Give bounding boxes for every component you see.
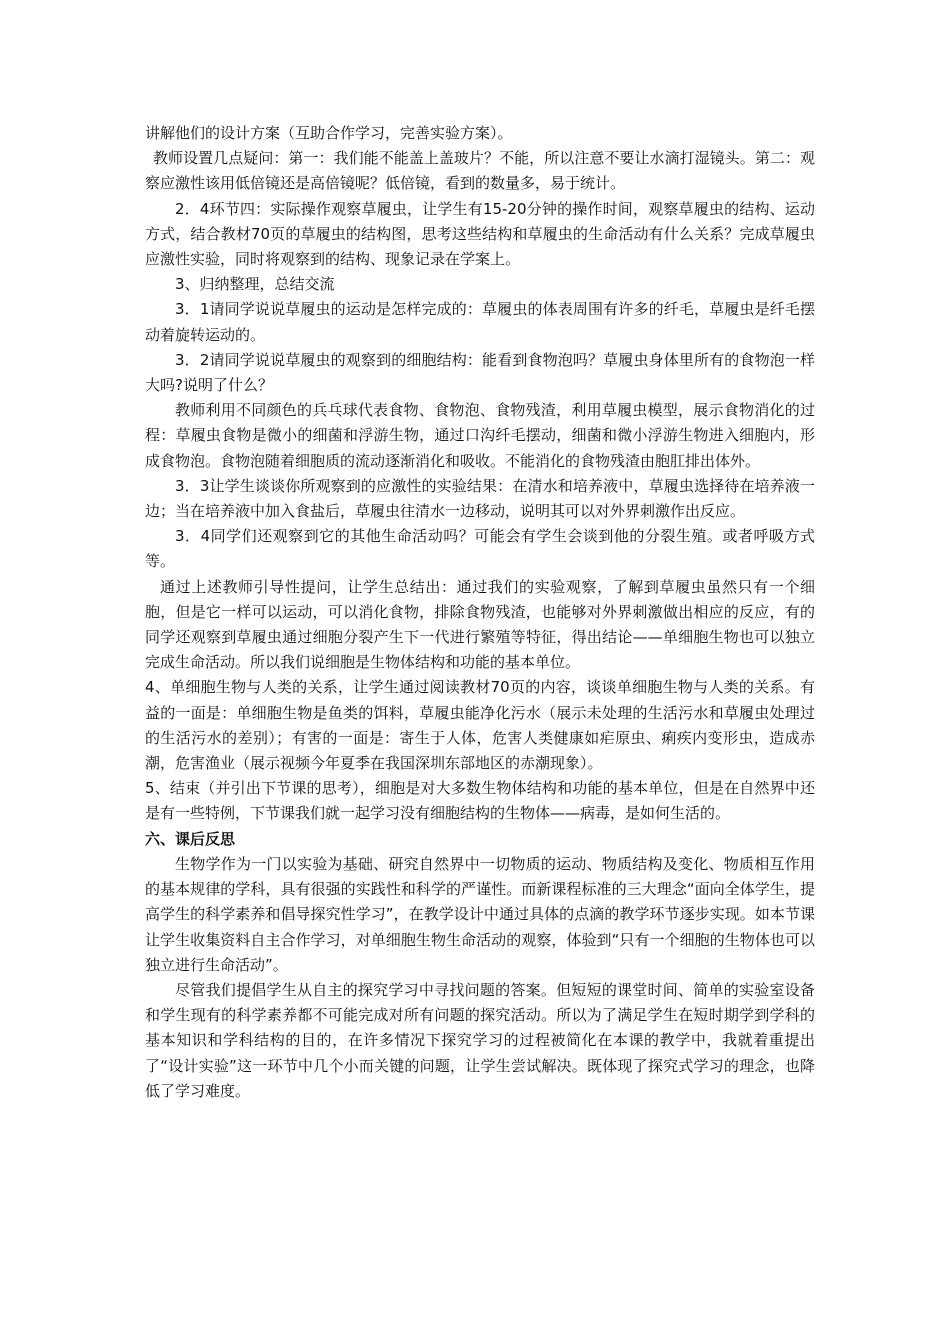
paragraph-summary: 通过上述教师引导性提问，让学生总结出：通过我们的实验观察，了解到草履虫虽然只有一个细胞，但是它一样可以运动，可以消化食物，排除食物残渣，也能够对外界刺激做出相应的反应，有的同学还观察到草履虫通过细胞分裂产生下一代进行繁殖等特征，得出结论——单细胞生物也可以独立完成生命活动。所以我们说细胞是生物体结构和功能的基本单位。 <box>145 577 815 672</box>
paragraph-section-4: 4、单细胞生物与人类的关系，让学生通过阅读教材70页的内容，谈谈单细胞生物与人类的关系。有益的一面是：单细胞生物是鱼类的饵料，草履虫能净化污水（展示未处理的生活污水和草履虫处理过的生活污水的差别）；有害的一面是：寄生于人体，危害人类健康如疟原虫、痢疾内变形虫，造成赤潮，危害渔业（展示视频今年夏季在我国深圳东部地区的赤潮现象）。 <box>145 678 815 773</box>
document-page <box>145 121 815 1104</box>
paragraph-section-3: 3、归纳整理，总结交流 <box>175 275 335 294</box>
paragraph-step-3-1: 3．1请同学说说草履虫的运动是怎样完成的：草履虫的体表周围有许多的纤毛，草履虫是纤毛摆动着旋转运动的。 <box>145 300 815 344</box>
paragraph-reflection-1: 生物学作为一门以实验为基础、研究自然界中一切物质的运动、物质结构及变化、物质相互作用的基本规律的学科，具有很强的实践性和科学的严谨性。而新课程标准的三大理念“面向全体学生，提高学生的科学素养和倡导探究性学习”，在教学设计中通过具体的点滴的教学环节逐步实现。如本节课让学生收集资料自主合作学习，对单细胞生物生命活动的观察，体验到“只有一个细胞的生物体也可以独立进行生命活动”。 <box>145 854 815 974</box>
paragraph-reflection-2: 尽管我们提倡学生从自主的探究学习中寻找问题的答案。但短短的课堂时间、简单的实验室设备和学生现有的科学素养都不可能完成对所有问题的探究活动。所以为了满足学生在短时期学到学科的基本知识和学科结构的目的，在许多情况下探究学习的过程被简化在本课的教学中，我就着重提出了“设计实验”这一环节中几个小而关键的问题，让学生尝试解决。既体现了探究式学习的理念，也降低了学习难度。 <box>145 980 815 1100</box>
paragraph-step-3-4: 3．4同学们还观察到它的其他生命活动吗？可能会有学生会谈到他的分裂生殖。或者呼吸方式等。 <box>145 527 815 571</box>
paragraph-section-5: 5、结束（并引出下节课的思考），细胞是对大多数生物体结构和功能的基本单位，但是在自然界中还是有一些特例，下节课我们就一起学习没有细胞结构的生物体——病毒，是如何生活的。 <box>145 779 815 823</box>
paragraph-design-plan: 讲解他们的设计方案（互助合作学习，完善实验方案）。 <box>145 124 513 142</box>
paragraph-digestion: 教师利用不同颜色的兵乓球代表食物、食物泡、食物残渣，利用草履虫模型，展示食物消化的过程：草履虫食物是微小的细菌和浮游生物，通过口沟纤毛摆动，细菌和微小浮游生物进入细胞内，形成食物泡。食物泡随着细胞质的流动逐渐消化和吸收。不能消化的食物残渣由胞肛排出体外。 <box>145 401 815 470</box>
paragraph-teacher-questions: 教师设置几点疑问：第一：我们能不能盖上盖玻片？不能，所以注意不要让水滴打湿镜头。第二：观察应激性该用低倍镜还是高倍镜呢？低倍镜，看到的数量多，易于统计。 <box>145 149 815 193</box>
paragraph-step-3-3: 3．3让学生谈谈你所观察到的应激性的实验结果：在清水和培养液中，草履虫选择待在培养液一边；当在培养液中加入食盐后，草履虫往清水一边移动，说明其可以对外界刺激作出反应。 <box>145 476 815 521</box>
paragraph-step-3-2: 3．2请同学说说草履虫的观察到的细胞结构：能看到食物泡吗？草履虫身体里所有的食物泡一样大吗?说明了什么？ <box>145 350 815 395</box>
section-heading-reflection: 六、课后反思 <box>145 829 236 848</box>
paragraph-step-2-4: 2．4环节四：实际操作观察草履虫，让学生有15-20分钟的操作时间，观察草履虫的结构、运动方式，结合教材70页的草履虫的结构图，思考这些结构和草履虫的生命活动有什么关系？完成草履虫应激性实验，同时将观察到的结构、现象记录在学案上。 <box>145 199 815 269</box>
